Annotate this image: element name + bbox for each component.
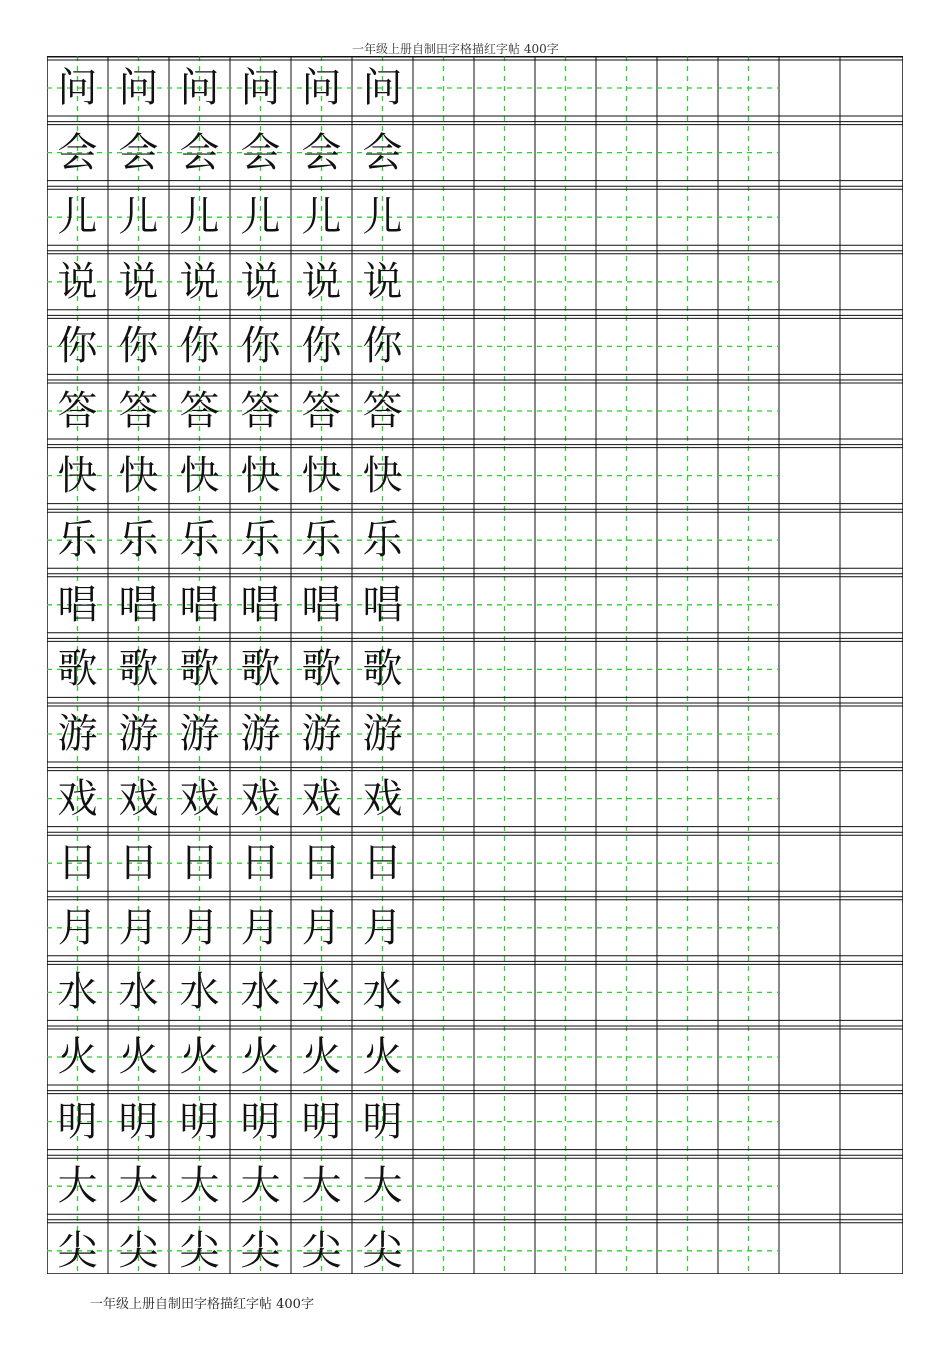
practice-row (47, 835, 903, 891)
practice-character: 尖 (57, 1227, 98, 1274)
practice-character: 你 (179, 323, 220, 370)
practice-character: 问 (179, 65, 220, 111)
practice-character: 水 (301, 969, 342, 1016)
practice-character: 问 (301, 65, 342, 111)
practice-character: 日 (362, 840, 403, 887)
practice-character: 会 (57, 129, 98, 176)
practice-character: 儿 (301, 194, 342, 241)
practice-cell (291, 383, 352, 439)
practice-character: 游 (57, 711, 98, 757)
practice-character: 会 (362, 129, 403, 176)
practice-character: 儿 (240, 194, 281, 241)
practice-character: 大 (301, 1163, 342, 1210)
practice-character: 戏 (57, 775, 98, 822)
practice-row (47, 771, 903, 827)
page-footer-title: 一年级上册自制田字格描红字帖 400字 (90, 1297, 314, 1312)
practice-cell (352, 964, 413, 1020)
practice-cell (291, 512, 352, 568)
practice-cell (169, 577, 230, 633)
practice-character: 歌 (240, 646, 281, 693)
practice-character: 戏 (240, 775, 281, 822)
practice-character: 水 (57, 969, 98, 1016)
practice-character: 火 (179, 1034, 220, 1080)
practice-character: 乐 (179, 517, 220, 564)
practice-character: 唱 (118, 581, 159, 628)
practice-cell (47, 125, 108, 181)
practice-character: 水 (362, 969, 403, 1016)
practice-cell (291, 900, 352, 956)
practice-character: 答 (118, 388, 159, 434)
practice-cell (108, 1158, 169, 1214)
practice-character: 大 (240, 1163, 281, 1210)
practice-cell (47, 254, 108, 310)
practice-character: 火 (57, 1034, 98, 1080)
practice-cell (352, 448, 413, 504)
practice-cell (47, 835, 108, 891)
practice-cell (291, 964, 352, 1020)
practice-cell (108, 964, 169, 1020)
practice-character: 歌 (57, 646, 98, 693)
practice-row (47, 706, 903, 762)
practice-cell (169, 1094, 230, 1150)
practice-character: 问 (118, 65, 159, 111)
practice-cell (230, 771, 291, 827)
practice-character: 尖 (118, 1227, 159, 1274)
practice-cell (47, 448, 108, 504)
practice-cell (169, 383, 230, 439)
practice-character: 答 (362, 388, 403, 434)
practice-character: 说 (179, 258, 220, 305)
practice-character: 大 (118, 1163, 159, 1210)
practice-cell (352, 1223, 413, 1279)
practice-cell (47, 512, 108, 568)
practice-cell (169, 254, 230, 310)
practice-character: 月 (240, 904, 281, 951)
practice-character: 说 (301, 258, 342, 305)
practice-cell (291, 641, 352, 697)
practice-cell (230, 254, 291, 310)
practice-character: 答 (240, 388, 281, 434)
practice-cell (291, 254, 352, 310)
practice-character: 会 (179, 129, 220, 176)
practice-character: 尖 (362, 1227, 403, 1274)
practice-character: 戏 (301, 775, 342, 822)
practice-character: 快 (301, 452, 342, 499)
practice-cell (291, 1223, 352, 1279)
practice-cell (230, 835, 291, 891)
practice-character: 游 (118, 711, 159, 757)
practice-character: 日 (240, 840, 281, 887)
practice-cell (169, 318, 230, 374)
practice-cell (352, 254, 413, 310)
practice-character: 快 (57, 452, 98, 499)
practice-cell (47, 1223, 108, 1279)
practice-cell (230, 964, 291, 1020)
practice-cell (230, 189, 291, 245)
practice-character: 唱 (179, 581, 220, 628)
practice-cell (47, 964, 108, 1020)
practice-row (47, 1158, 903, 1214)
practice-cell (291, 577, 352, 633)
practice-cell (291, 771, 352, 827)
practice-cell (47, 706, 108, 762)
practice-cell (47, 900, 108, 956)
practice-cell (291, 835, 352, 891)
practice-row (47, 900, 903, 956)
practice-character: 大 (362, 1163, 403, 1210)
practice-character: 日 (57, 840, 98, 887)
practice-cell (47, 771, 108, 827)
practice-character: 会 (240, 129, 281, 176)
practice-character: 尖 (301, 1227, 342, 1274)
practice-cell (169, 835, 230, 891)
practice-character: 答 (57, 388, 98, 434)
practice-cell (230, 318, 291, 374)
practice-cell (352, 60, 413, 116)
practice-cell (108, 125, 169, 181)
practice-character: 问 (362, 65, 403, 111)
practice-character: 你 (57, 323, 98, 370)
practice-cell (108, 1029, 169, 1085)
practice-character: 乐 (57, 517, 98, 564)
practice-character: 唱 (240, 581, 281, 628)
practice-character: 快 (240, 452, 281, 499)
practice-cell (169, 512, 230, 568)
practice-cell (352, 771, 413, 827)
practice-character: 明 (179, 1098, 220, 1145)
practice-character: 月 (118, 904, 159, 951)
practice-character: 儿 (179, 194, 220, 241)
practice-character: 快 (179, 452, 220, 499)
practice-character: 唱 (301, 581, 342, 628)
practice-cell (352, 577, 413, 633)
practice-cell (169, 641, 230, 697)
practice-character: 歌 (118, 646, 159, 693)
practice-row (47, 318, 903, 374)
practice-character: 月 (362, 904, 403, 951)
practice-cell (352, 383, 413, 439)
practice-character: 游 (362, 711, 403, 757)
practice-cell (291, 125, 352, 181)
practice-cell (291, 318, 352, 374)
practice-cell (169, 771, 230, 827)
practice-character: 你 (301, 323, 342, 370)
practice-cell (230, 1223, 291, 1279)
practice-character: 月 (301, 904, 342, 951)
practice-cell (352, 189, 413, 245)
practice-character: 乐 (240, 517, 281, 564)
practice-character: 你 (118, 323, 159, 370)
practice-cell (230, 1094, 291, 1150)
practice-character: 快 (118, 452, 159, 499)
practice-cell (108, 383, 169, 439)
practice-cell (108, 577, 169, 633)
practice-character: 乐 (362, 517, 403, 564)
practice-character: 说 (118, 258, 159, 305)
practice-row (47, 1029, 903, 1085)
practice-character: 歌 (179, 646, 220, 693)
practice-cell (291, 448, 352, 504)
practice-character: 会 (118, 129, 159, 176)
practice-character: 乐 (301, 517, 342, 564)
practice-row (47, 189, 903, 245)
practice-cell (47, 1029, 108, 1085)
practice-cell (108, 835, 169, 891)
practice-cell (352, 641, 413, 697)
practice-cell (169, 189, 230, 245)
practice-row (47, 125, 903, 181)
practice-row (47, 60, 903, 116)
practice-character: 火 (240, 1034, 281, 1080)
practice-cell (230, 1029, 291, 1085)
practice-cell (108, 512, 169, 568)
practice-cell (352, 1094, 413, 1150)
practice-character: 唱 (57, 581, 98, 628)
tianzige-practice-grid (47, 56, 903, 1274)
practice-cell (47, 383, 108, 439)
practice-character: 水 (240, 969, 281, 1016)
practice-character: 说 (362, 258, 403, 305)
practice-character: 明 (301, 1098, 342, 1145)
practice-character: 戏 (362, 775, 403, 822)
practice-cell (169, 706, 230, 762)
practice-cell (169, 1029, 230, 1085)
practice-character: 会 (301, 129, 342, 176)
practice-cell (169, 448, 230, 504)
practice-cell (47, 1094, 108, 1150)
practice-character: 水 (179, 969, 220, 1016)
practice-cell (352, 1158, 413, 1214)
practice-character: 儿 (118, 194, 159, 241)
practice-character: 歌 (362, 646, 403, 693)
practice-cell (352, 835, 413, 891)
practice-character: 火 (118, 1034, 159, 1080)
practice-character: 你 (362, 323, 403, 370)
practice-character: 儿 (57, 194, 98, 241)
practice-cell (108, 641, 169, 697)
practice-cell (108, 771, 169, 827)
practice-cell (108, 1223, 169, 1279)
practice-cell (47, 189, 108, 245)
practice-character: 游 (179, 711, 220, 757)
practice-character: 答 (301, 388, 342, 434)
practice-row (47, 964, 903, 1020)
practice-row (47, 512, 903, 568)
practice-cell (169, 1223, 230, 1279)
practice-cell (230, 641, 291, 697)
practice-cell (230, 125, 291, 181)
practice-cell (108, 189, 169, 245)
practice-cell (47, 641, 108, 697)
practice-cell (108, 254, 169, 310)
practice-cell (230, 512, 291, 568)
practice-character: 大 (179, 1163, 220, 1210)
practice-cell (291, 1158, 352, 1214)
practice-cell (291, 706, 352, 762)
practice-cell (108, 900, 169, 956)
practice-character: 明 (118, 1098, 159, 1145)
practice-cell (47, 60, 108, 116)
practice-cell (352, 706, 413, 762)
practice-cell (108, 60, 169, 116)
practice-character: 明 (362, 1098, 403, 1145)
practice-character: 歌 (301, 646, 342, 693)
practice-cell (169, 60, 230, 116)
practice-cell (169, 125, 230, 181)
practice-row (47, 577, 903, 633)
practice-cell (47, 318, 108, 374)
practice-character: 问 (240, 65, 281, 111)
practice-character: 日 (301, 840, 342, 887)
practice-cell (108, 318, 169, 374)
practice-character: 答 (179, 388, 220, 434)
practice-character: 明 (57, 1098, 98, 1145)
practice-cell (352, 125, 413, 181)
practice-cell (352, 318, 413, 374)
practice-cell (169, 900, 230, 956)
practice-cell (291, 1029, 352, 1085)
practice-character: 游 (301, 711, 342, 757)
practice-cell (169, 1158, 230, 1214)
practice-cell (291, 1094, 352, 1150)
practice-row (47, 448, 903, 504)
practice-character: 唱 (362, 581, 403, 628)
practice-character: 尖 (179, 1227, 220, 1274)
practice-row (47, 1094, 903, 1150)
page-header-title: 一年级上册自制田字格描红字帖 400字 (352, 42, 559, 56)
practice-row (47, 641, 903, 697)
practice-cell (291, 189, 352, 245)
practice-character: 你 (240, 323, 281, 370)
practice-character: 快 (362, 452, 403, 499)
practice-cell (47, 577, 108, 633)
practice-cell (47, 1158, 108, 1214)
practice-character: 火 (362, 1034, 403, 1080)
practice-character: 明 (240, 1098, 281, 1145)
practice-character: 水 (118, 969, 159, 1016)
practice-cell (352, 1029, 413, 1085)
practice-cell (230, 1158, 291, 1214)
practice-character: 问 (57, 65, 98, 111)
practice-character: 戏 (179, 775, 220, 822)
practice-row (47, 383, 903, 439)
practice-character: 乐 (118, 517, 159, 564)
practice-cell (230, 900, 291, 956)
practice-character: 说 (240, 258, 281, 305)
practice-character: 日 (118, 840, 159, 887)
practice-character: 游 (240, 711, 281, 757)
practice-character: 大 (57, 1163, 98, 1210)
practice-cell (108, 706, 169, 762)
practice-cell (230, 577, 291, 633)
practice-character: 尖 (240, 1227, 281, 1274)
practice-cell (230, 448, 291, 504)
practice-character: 儿 (362, 194, 403, 241)
practice-cell (108, 1094, 169, 1150)
practice-cell (230, 383, 291, 439)
practice-character: 月 (179, 904, 220, 951)
practice-cell (352, 512, 413, 568)
practice-row (47, 1223, 903, 1279)
practice-character: 火 (301, 1034, 342, 1080)
practice-cell (352, 900, 413, 956)
practice-cell (230, 60, 291, 116)
practice-cell (230, 706, 291, 762)
practice-character: 日 (179, 840, 220, 887)
practice-character: 月 (57, 904, 98, 951)
practice-cell (291, 60, 352, 116)
practice-cell (108, 448, 169, 504)
practice-character: 戏 (118, 775, 159, 822)
practice-character: 说 (57, 258, 98, 305)
practice-row (47, 254, 903, 310)
practice-cell (169, 964, 230, 1020)
